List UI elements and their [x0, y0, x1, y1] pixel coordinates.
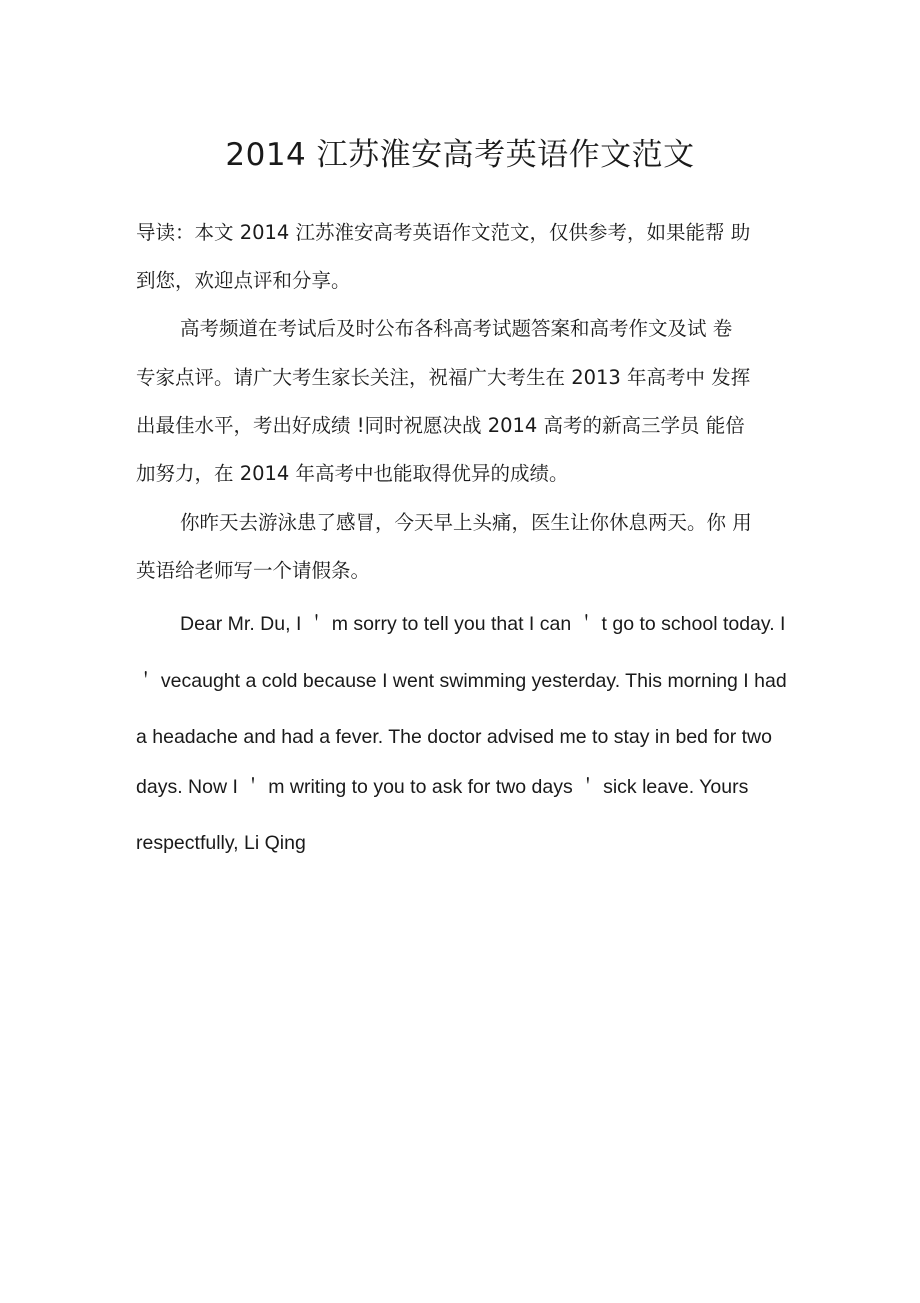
prompt-line-2: 英语给老师写一个请假条。 — [136, 559, 371, 582]
announcement-line-1: 高考频道在考试后及时公布各科高考试题答案和高考作文及试 卷 — [180, 317, 733, 340]
intro-line-1: 导读：本文 2014 江苏淮安高考英语作文范文，仅供参考，如果能帮 助 — [136, 221, 751, 244]
document-title: 2014 江苏淮安高考英语作文范文 — [225, 137, 695, 173]
announcement-line-2: 专家点评。请广大考生家长关注，祝福广大考生在 2013 年高考中 发挥 — [136, 366, 751, 389]
announcement-line-4: 加努力，在 2014 年高考中也能取得优异的成绩。 — [136, 462, 569, 485]
letter-line-4: days. Now I ＇ m writing to you to ask for two days ＇ sick leave. Yours — [136, 776, 749, 798]
intro-line-2: 到您，欢迎点评和分享。 — [136, 269, 351, 292]
announcement-line-3: 出最佳水平，考出好成绩 !同时祝愿决战 2014 高考的新高三学员 能倍 — [136, 414, 745, 437]
letter-line-3: a headache and had a fever. The doctor advised me to stay in bed for two — [136, 726, 772, 748]
letter-line-5: respectfully, Li Qing — [136, 832, 306, 854]
prompt-line-1: 你昨天去游泳患了感冒，今天早上头痛，医生让你休息两天。你 用 — [180, 511, 752, 534]
letter-line-1: Dear Mr. Du, I ＇ m sorry to tell you that I can ＇ t go to school today. I — [180, 613, 786, 635]
letter-line-2: ＇ vecaught a cold because I went swimming yesterday. This morning I had — [136, 670, 787, 692]
